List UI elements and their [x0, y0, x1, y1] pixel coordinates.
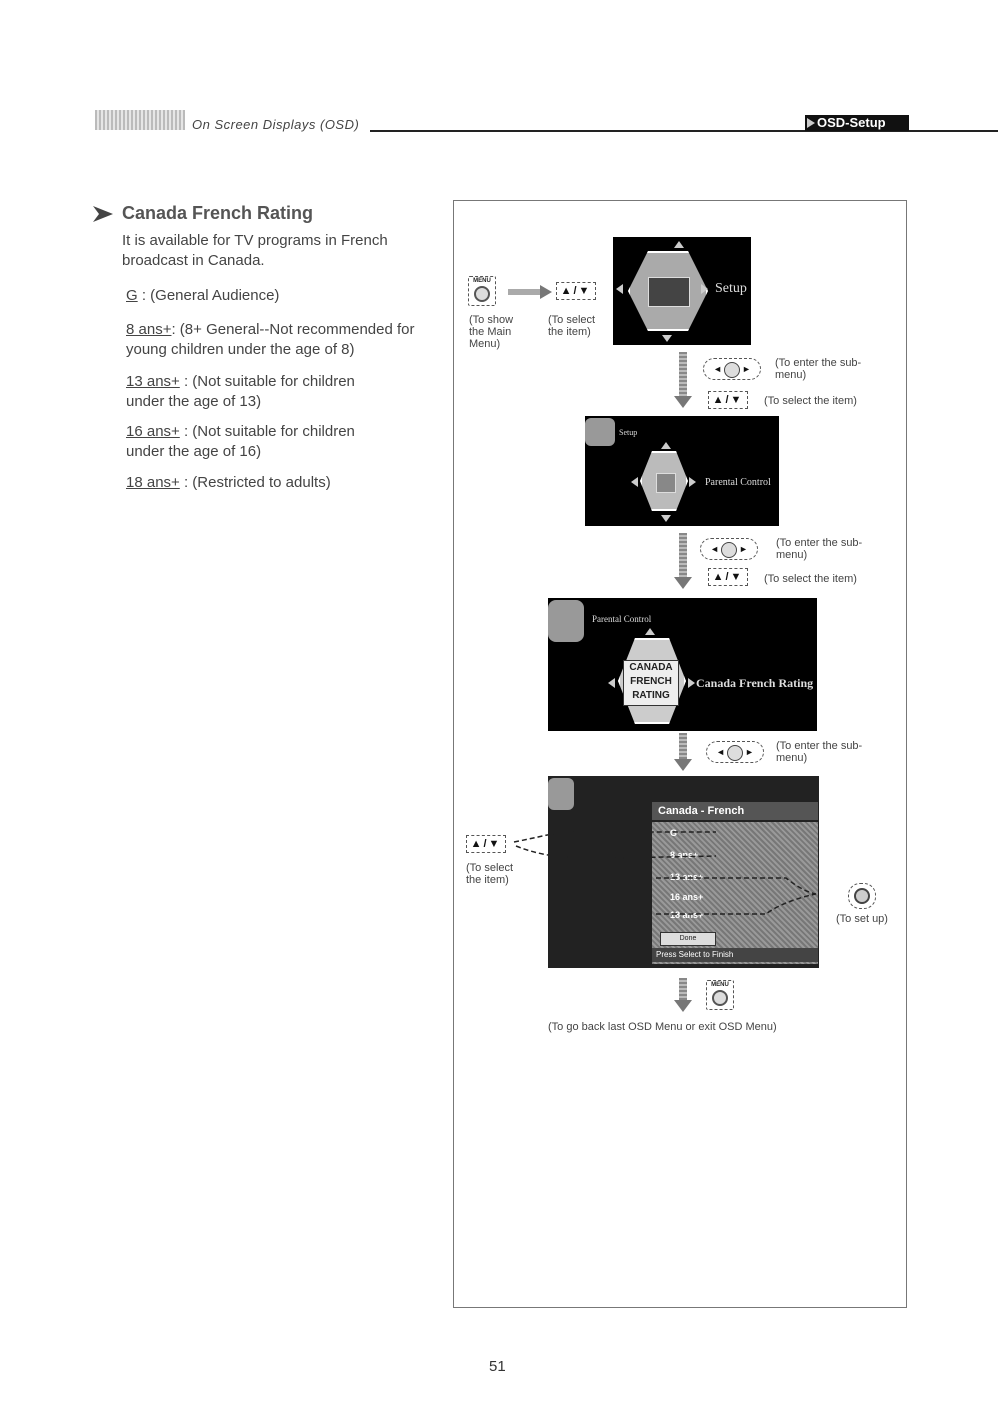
cube-text-line: RATING — [632, 690, 670, 701]
rating-code: 13 ans+ — [126, 373, 180, 390]
screen-canada-french-rating — [548, 598, 817, 731]
right-arrow-icon — [688, 678, 695, 688]
rating-code: 8 ans+ — [126, 321, 172, 338]
section-badge — [805, 115, 909, 131]
caption-enter-submenu: (To enter the sub-menu) — [776, 740, 863, 764]
lock-cube-icon — [640, 451, 688, 511]
section-badge-label: OSD-Setup — [817, 115, 886, 130]
screen-label: Setup — [715, 281, 747, 296]
caption-enter-submenu: (To enter the sub-menu) — [776, 537, 863, 561]
rating-code: G — [126, 287, 138, 304]
screen-top-label: Setup — [619, 428, 638, 437]
cube-text — [623, 660, 679, 706]
updown-button-icon: ▲/▼ — [708, 391, 748, 409]
step-arrow-icon — [674, 533, 692, 589]
updown-button-icon: ▲/▼ — [708, 568, 748, 586]
arrow-bullet-icon — [93, 204, 113, 224]
caption-go-back: (To go back last OSD Menu or exit OSD Menu) — [548, 1021, 777, 1033]
setup-cube-icon — [628, 251, 708, 331]
list-footer: Press Select to Finish — [652, 948, 818, 962]
disc-icon — [712, 990, 728, 1006]
enter-button-icon: ◄ ► — [700, 538, 758, 560]
setup-small-icon — [585, 418, 615, 446]
select-button-icon — [848, 883, 876, 909]
list-item: 18 ans+ — [670, 910, 704, 920]
down-arrow-icon — [661, 515, 671, 522]
right-arrow-icon — [701, 284, 708, 294]
rating-code: 18 ans+ — [126, 474, 180, 491]
step-arrow-icon — [674, 352, 692, 408]
caption-select-item: (To select the item) — [466, 862, 514, 886]
step-arrow-icon — [674, 733, 692, 771]
screen-setup — [613, 237, 751, 345]
menu-button-icon — [468, 276, 496, 306]
up-arrow-icon — [661, 442, 671, 449]
done-button: Done — [660, 932, 716, 946]
left-arrow-icon — [631, 477, 638, 487]
menu-button-icon — [706, 980, 734, 1010]
updown-button-icon: ▲/▼ — [556, 282, 596, 300]
up-arrow-icon — [674, 241, 684, 248]
list-item: 8 ans+ — [670, 850, 699, 860]
right-arrow-icon — [689, 477, 696, 487]
screen-label: Parental Control — [705, 477, 771, 488]
header-title: On Screen Displays (OSD) — [192, 117, 360, 132]
rating-8 — [126, 320, 426, 360]
cube-text-line: CANADA — [629, 662, 673, 673]
down-arrow-icon — [662, 335, 672, 342]
up-arrow-icon — [645, 628, 655, 635]
rating-16 — [126, 422, 396, 462]
left-arrow-icon — [616, 284, 623, 294]
caption-select-item-inline: (To select the item) — [764, 573, 857, 585]
list-item: 16 ans+ — [670, 892, 704, 902]
rating-desc: : (Restricted to adults) — [179, 474, 331, 491]
rating-g — [126, 286, 436, 306]
rating-desc: : (Not suitable for children under the age of 13) — [126, 373, 355, 410]
intro-text: It is available for TV programs in French broadcast in Canada. — [122, 232, 388, 269]
menu-key-label: MENU — [473, 278, 491, 284]
rating-18 — [126, 473, 436, 493]
screen-top-label: Parental Control — [592, 614, 652, 624]
caption-show-menu: (To show the Main Menu) — [469, 314, 514, 350]
disc-icon — [474, 286, 490, 302]
caption-select-item-inline: (To select the item) — [764, 395, 857, 407]
right-arrow-icon — [508, 285, 552, 299]
rating-code: 16 ans+ — [126, 423, 180, 440]
list-item: G — [670, 828, 678, 838]
cube-text-line: FRENCH — [630, 676, 672, 687]
caption-set-up: (To set up) — [836, 913, 888, 925]
updown-button-icon: ▲/▼ — [466, 835, 506, 853]
page-number: 51 — [489, 1358, 506, 1375]
menu-key-label: MENU — [711, 982, 729, 988]
triangle-icon — [807, 118, 815, 128]
rating-desc: : (Not suitable for children under the age of 16) — [126, 423, 355, 460]
screen-parental-control — [585, 416, 779, 526]
list-item: 13 ans+ — [670, 872, 704, 882]
caption-select-item: (To select the item) — [548, 314, 596, 338]
enter-button-icon: ◄ ► — [703, 358, 761, 380]
header-logo — [95, 110, 185, 130]
step-arrow-icon — [674, 978, 692, 1012]
rating-13 — [126, 372, 396, 412]
list-heading: Canada - French — [652, 802, 818, 820]
rating-desc: : (8+ General--Not recommended for young children under the age of 8) — [126, 321, 415, 358]
rating-desc: : (General Audience) — [137, 287, 280, 304]
enter-button-icon: ◄ ► — [706, 741, 764, 763]
screen-label: Canada French Rating — [696, 676, 814, 690]
caption-enter-submenu: (To enter the sub-menu) — [775, 357, 862, 381]
section-title: Canada French Rating — [122, 203, 314, 223]
parental-small-icon — [548, 600, 584, 642]
left-arrow-icon — [608, 678, 615, 688]
